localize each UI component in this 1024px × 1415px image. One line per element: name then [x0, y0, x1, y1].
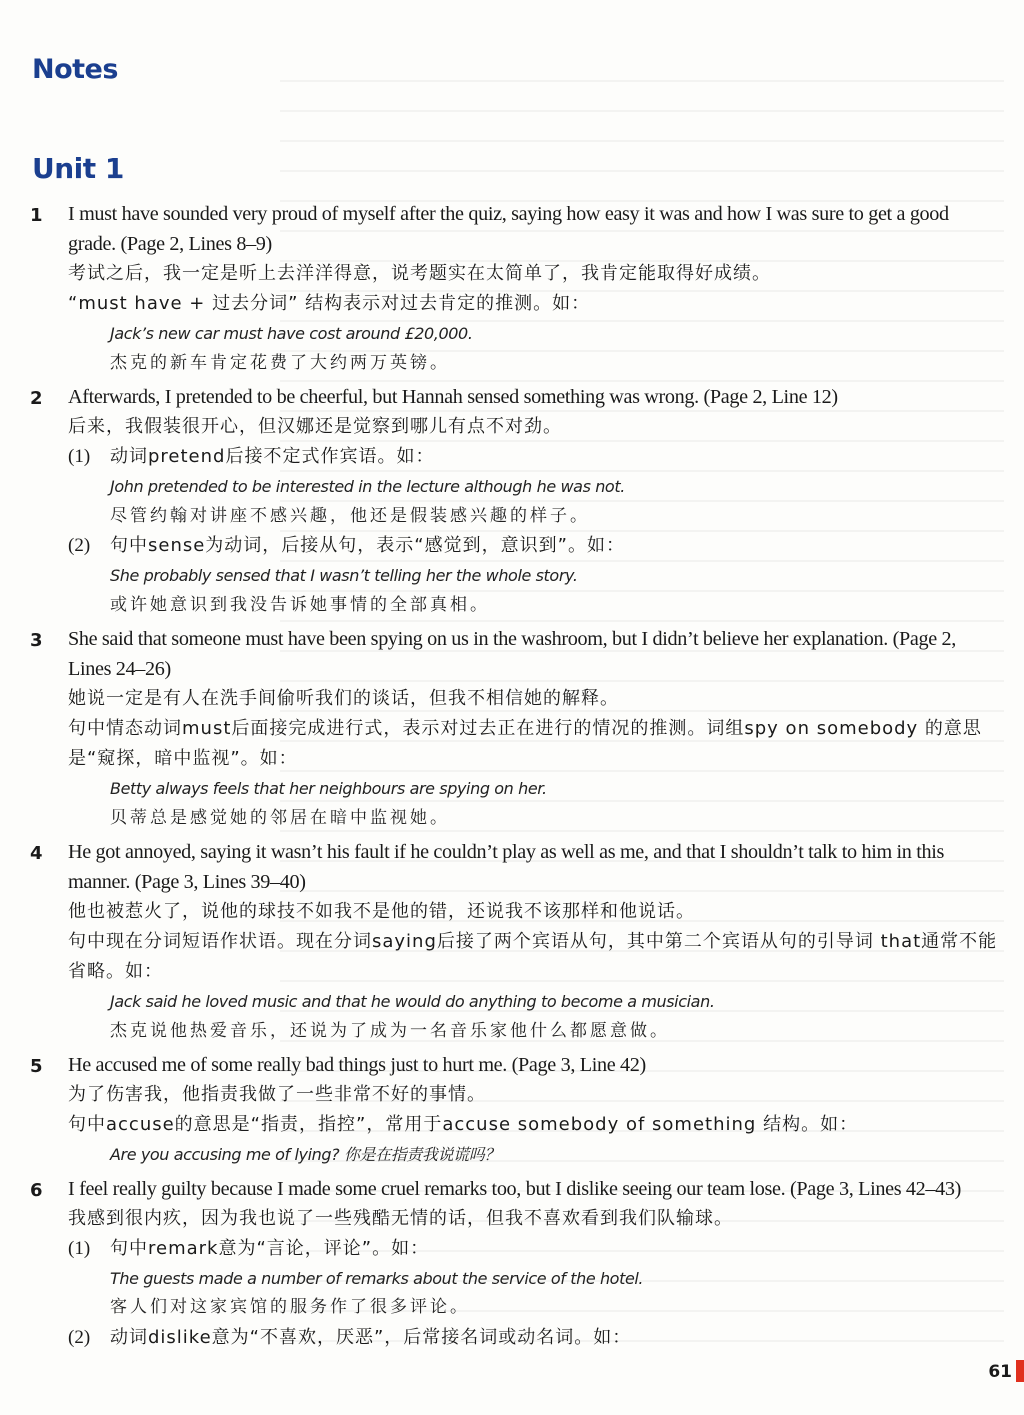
- sub-note-number: (1): [68, 446, 91, 467]
- grammar-note: 动词pretend后接不定式作宾语。如：: [110, 446, 435, 467]
- grammar-note: 句中sense为动词，后接从句，表示“感觉到，意识到”。如：: [110, 535, 625, 556]
- sub-note: [68, 1323, 998, 1353]
- sub-note-number: (2): [68, 535, 91, 556]
- source-sentence: I must have sounded very proud of myself after the quiz, saying how easy it was and how I was sure to get a good grade. (Page 2, Lines 8–9): [68, 203, 949, 255]
- grammar-note: “must have + 过去分词” 结构表示对过去肯定的推测。如：: [68, 293, 591, 314]
- example-sentence: Jack said he loved music and that he would do anything to become a musician.: [110, 992, 715, 1011]
- page-number: 61: [988, 1362, 1012, 1382]
- example-translation: 杰克说他热爱音乐，还说为了成为一名音乐家他什么都愿意做。: [110, 1020, 670, 1041]
- grammar-note: 句中remark意为“言论，评论”。如：: [110, 1237, 430, 1259]
- note-number: 4: [30, 843, 43, 864]
- note-item-5: [30, 1050, 998, 1170]
- sub-note: [68, 531, 998, 620]
- translation: 他也被惹火了，说他的球技不如我不是他的错，还说我不该那样和他说话。: [68, 901, 695, 922]
- translation: 她说一定是有人在洗手间偷听我们的谈话，但我不相信她的解释。: [68, 688, 619, 709]
- page-tab-marker: [1016, 1360, 1024, 1382]
- translation: 后来，我假装很开心，但汉娜还是觉察到哪儿有点不对劲。: [68, 416, 562, 437]
- translation: 为了伤害我，他指责我做了一些非常不好的事情。: [68, 1084, 486, 1105]
- note-number: 2: [30, 388, 43, 409]
- translation: 考试之后，我一定是听上去洋洋得意，说考题实在太简单了，我肯定能取得好成绩。: [68, 263, 771, 284]
- note-item-4: [30, 837, 998, 1046]
- source-sentence: He accused me of some really bad things just to hurt me. (Page 3, Line 42): [68, 1054, 646, 1076]
- sub-note-number: (2): [68, 1326, 91, 1348]
- source-sentence: Afterwards, I pretended to be cheerful, but Hannah sensed something was wrong. (Page 2, Line 12): [68, 386, 838, 408]
- unit-heading: Unit 1: [32, 152, 124, 185]
- example-translation: 尽管约翰对讲座不感兴趣，他还是假装感兴趣的样子。: [110, 505, 590, 526]
- sub-note: [68, 442, 998, 531]
- grammar-note: 句中现在分词短语作状语。现在分词saying后接了两个宾语从句，其中第二个宾语从句的引导词 that通常不能省略。如：: [68, 931, 998, 982]
- note-item-6: [30, 1174, 998, 1353]
- example-sentence: Are you accusing me of lying? 你是在指责我说谎吗？: [110, 1145, 500, 1164]
- example-translation: 客人们对这家宾馆的服务作了很多评论。: [110, 1297, 470, 1317]
- source-sentence: She said that someone must have been spying on us in the washroom, but I didn’t believe her explanation. (Page 2, Lines 24–26): [68, 628, 956, 680]
- example-translation: 或许她意识到我没告诉她事情的全部真相。: [110, 594, 490, 615]
- page-title: Notes: [32, 54, 118, 85]
- grammar-note: 句中accuse的意思是“指责，指控”，常用于accuse somebody of something 结构。如：: [68, 1114, 859, 1135]
- example-sentence: Jack’s new car must have cost around £20,000.: [110, 324, 473, 343]
- example-translation: 杰克的新车肯定花费了大约两万英镑。: [110, 352, 450, 373]
- sub-note-number: (1): [68, 1237, 91, 1259]
- note-item-1: [30, 199, 998, 378]
- note-number: 6: [30, 1179, 43, 1201]
- example-sentence: She probably sensed that I wasn’t telling her the whole story.: [110, 566, 578, 585]
- example-sentence: The guests made a number of remarks about the service of the hotel.: [110, 1268, 644, 1288]
- example-sentence: Betty always feels that her neighbours are spying on her.: [110, 779, 547, 798]
- note-item-2: [30, 382, 998, 620]
- grammar-note: 句中情态动词must后面接完成进行式，表示对过去正在进行的情况的推测。词组spy on somebody 的意思是“窥探，暗中监视”。如：: [68, 718, 982, 769]
- example-sentence: John pretended to be interested in the lecture although he was not.: [110, 477, 625, 496]
- source-sentence: I feel really guilty because I made some cruel remarks too, but I dislike seeing our team lose. (Page 3, Lines 42–43): [68, 1177, 961, 1200]
- grammar-note: 动词dislike意为“不喜欢，厌恶”，后常接名词或动名词。如：: [110, 1326, 632, 1348]
- note-item-3: [30, 624, 998, 833]
- source-sentence: He got annoyed, saying it wasn’t his fault if he couldn’t play as well as me, and that I shouldn’t talk to him in this manner. (Page 3, Lines 39–40): [68, 841, 944, 893]
- example-translation: 贝蒂总是感觉她的邻居在暗中监视她。: [110, 807, 450, 828]
- note-number: 1: [30, 205, 43, 226]
- translation: 我感到很内疚，因为我也说了一些残酷无情的话，但我不喜欢看到我们队输球。: [68, 1207, 733, 1229]
- notes-list: [30, 199, 998, 1357]
- note-number: 5: [30, 1056, 43, 1077]
- note-number: 3: [30, 630, 43, 651]
- sub-note: [68, 1234, 998, 1323]
